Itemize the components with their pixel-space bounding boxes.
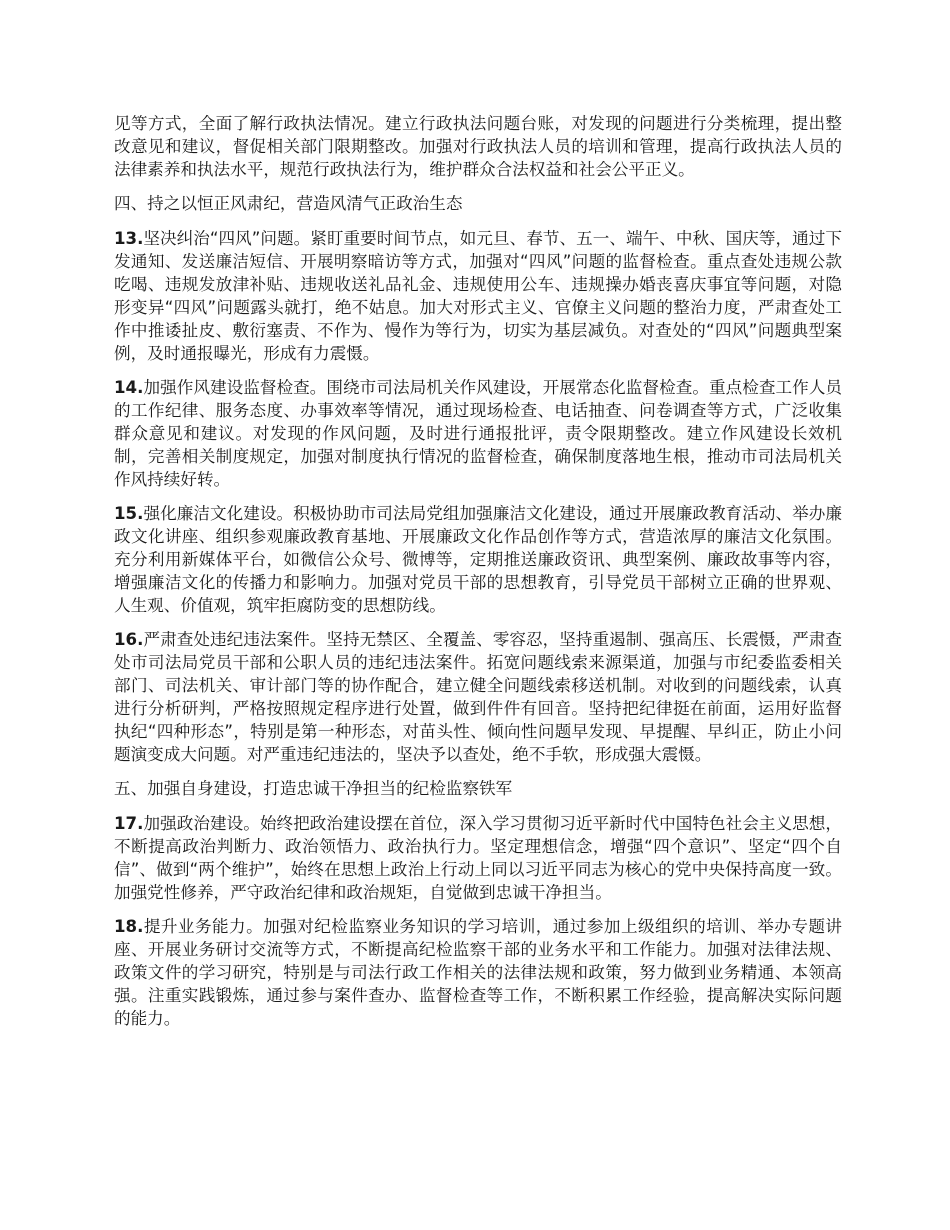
paragraph-13 <box>114 227 842 365</box>
section-heading-4 <box>114 192 842 215</box>
paragraph-15 <box>114 502 842 617</box>
paragraph-17 <box>114 812 842 904</box>
heading-text: 五、加强自身建设，打造忠诚干净担当的纪检监察铁军 <box>114 779 513 798</box>
document-page <box>114 112 842 1041</box>
paragraph-text: 加强作风建设监督检查。围绕市司法局机关作风建设，开展常态化监督检查。重点检查工作人员的工作纪律、服务态度、办事效率等情况，通过现场检查、电话抽查、问卷调查等方式，广泛收集群众意见和建议。对发现的作风问题，及时进行通报批评，责令限期整改。建立作风建设长效机制，完善相关制度规定，加强对制度执行情况的监督检查，确保制度落地生根，推动市司法局机关作风持续好转。 <box>114 378 842 489</box>
paragraph-text: 提升业务能力。加强对纪检监察业务知识的学习培训，通过参加上级组织的培训、举办专题讲座、开展业务研讨交流等方式，不断提高纪检监察干部的业务水平和工作能力。加强对法律法规、政策文件的学习研究，特别是与司法行政工作相关的法律法规和政策，努力做到业务精通、本领高强。注重实践锻炼，通过参与案件查办、监督检查等工作，不断积累工作经验，提高解决实际问题的能力。 <box>114 917 842 1028</box>
paragraph-text: 坚决纠治“四风”问题。紧盯重要时间节点，如元旦、春节、五一、端午、中秋、国庆等，通过下发通知、发送廉洁短信、开展明察暗访等方式，加强对“四风”问题的监督检查。重点查处违规公款吃喝、违规发放津补贴、违规收送礼品礼金、违规使用公车、违规操办婚丧喜庆事宜等问题，对隐形变异“四风”问题露头就打，绝不姑息。加大对形式主义、官僚主义问题的整治力度，严肃查处工作中推诿扯皮、敷衍塞责、不作为、慢作为等行为，切实为基层减负。对查处的“四风”问题典型案例，及时通报曝光，形成有力震慑。 <box>114 229 842 363</box>
item-number: 13. <box>114 229 144 248</box>
item-number: 17. <box>114 814 144 833</box>
item-number: 16. <box>114 630 144 649</box>
paragraph-text: 强化廉洁文化建设。积极协助市司法局党组加强廉洁文化建设，通过开展廉政教育活动、举办廉政文化讲座、组织参观廉政教育基地、开展廉政文化作品创作等方式，营造浓厚的廉洁文化氛围。充分利用新媒体平台，如微信公众号、微博等，定期推送廉政资讯、典型案例、廉政故事等内容，增强廉洁文化的传播力和影响力。加强对党员干部的思想教育，引导党员干部树立正确的世界观、人生观、价值观，筑牢拒腐防变的思想防线。 <box>114 504 842 615</box>
paragraph-16 <box>114 628 842 766</box>
paragraph-text: 加强政治建设。始终把政治建设摆在首位，深入学习贯彻习近平新时代中国特色社会主义思想，不断提高政治判断力、政治领悟力、政治执行力。坚定理想信念，增强“四个意识”、坚定“四个自信”、做到“两个维护”，始终在思想上政治上行动上同以习近平同志为核心的党中央保持高度一致。加强党性修养，严守政治纪律和政治规矩，自觉做到忠诚干净担当。 <box>114 814 842 902</box>
item-number: 15. <box>114 504 144 523</box>
paragraph-18 <box>114 915 842 1030</box>
item-number: 18. <box>114 917 144 936</box>
paragraph-text: 严肃查处违纪违法案件。坚持无禁区、全覆盖、零容忍，坚持重遏制、强高压、长震慑，严肃查处市司法局党员干部和公职人员的违纪违法案件。拓宽问题线索来源渠道，加强与市纪委监委相关部门、司法机关、审计部门等的协作配合，建立健全问题线索移送机制。对收到的问题线索，认真进行分析研判，严格按照规定程序进行处置，做到件件有回音。坚持把纪律挺在前面，运用好监督执纪“四种形态”，特别是第一种形态，对苗头性、倾向性问题早发现、早提醒、早纠正，防止小问题演变成大问题。对严重违纪违法的，坚决予以查处，绝不手软，形成强大震慑。 <box>114 630 842 764</box>
paragraph-text: 见等方式，全面了解行政执法情况。建立行政执法问题台账，对发现的问题进行分类梳理，提出整改意见和建议，督促相关部门限期整改。加强对行政执法人员的培训和管理，提高行政执法人员的法律素养和执法水平，规范行政执法行为，维护群众合法权益和社会公平正义。 <box>114 114 842 179</box>
heading-text: 四、持之以恒正风肃纪，营造风清气正政治生态 <box>114 194 463 213</box>
section-heading-5 <box>114 777 842 800</box>
paragraph-14 <box>114 376 842 491</box>
paragraph-intro <box>114 112 842 181</box>
item-number: 14. <box>114 378 144 397</box>
